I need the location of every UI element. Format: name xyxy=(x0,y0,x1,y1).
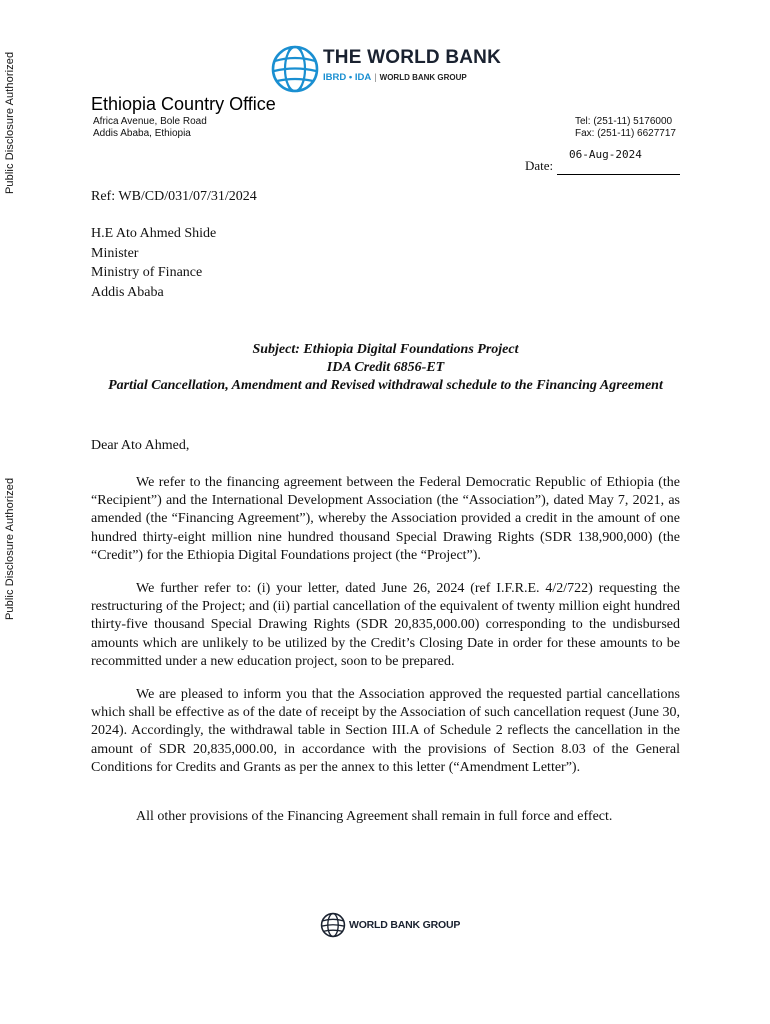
logo-group: WORLD BANK GROUP xyxy=(379,73,467,82)
subject-line-2: IDA Credit 6856-ET xyxy=(326,360,445,375)
globe-icon xyxy=(270,44,320,94)
phone-number: Tel: (251-11) 5176000 xyxy=(575,116,673,127)
disclosure-stamp-bottom: Public Disclosure Authorized xyxy=(4,477,16,620)
addressee-block xyxy=(91,224,216,302)
logo-separator: | xyxy=(374,72,377,83)
footer-group-name: WORLD BANK GROUP xyxy=(349,919,461,931)
subject-block xyxy=(91,341,680,395)
address-line-2: Addis Ababa, Ethiopia xyxy=(93,128,191,139)
addressee-city: Addis Ababa xyxy=(91,284,164,300)
logo-ibrd-ida: IBRD • IDA xyxy=(323,72,372,83)
world-bank-logo xyxy=(270,44,510,96)
fax-number: Fax: (251-11) 6627717 xyxy=(575,128,676,139)
logo-subline xyxy=(323,72,467,83)
disclosure-stamp-top: Public Disclosure Authorized xyxy=(4,51,16,194)
footer-logo xyxy=(320,910,460,942)
addressee-title: Minister xyxy=(91,245,139,261)
office-address xyxy=(93,116,207,140)
paragraph-1: We refer to the financing agreement between the Federal Democratic Republic of Ethiopia (the “Recipient”) and the International Development Association (the “Association”), dated May 7, 2021, as amended (the “Financing Agreement”), whereby the Association provided a credit in the amount of one hundred thirty-eight million nine hundred thousand Special Drawing Rights (SDR 138,900,000) (the “Credit”) for the Ethiopia Digital Foundations project (the “Project”). xyxy=(91,475,680,563)
date-label: Date: xyxy=(525,158,554,173)
subject-line-1: Subject: Ethiopia Digital Foundations Project xyxy=(252,342,519,357)
logo-name: THE WORLD BANK xyxy=(323,47,502,68)
reference-number: Ref: WB/CD/031/07/31/2024 xyxy=(91,189,257,204)
globe-icon xyxy=(320,912,346,938)
paragraph-4: All other provisions of the Financing Agreement shall remain in full force and effect. xyxy=(136,809,613,824)
address-line-1: Africa Avenue, Bole Road xyxy=(93,116,207,127)
salutation: Dear Ato Ahmed, xyxy=(91,438,190,453)
subject-line-3: Partial Cancellation, Amendment and Revised withdrawal schedule to the Financing Agreement xyxy=(108,378,663,393)
paragraph-3: We are pleased to inform you that the Association approved the requested partial cancellations which shall be effective as of the date of receipt by the Association of such cancellation request (June 30, 2024). Accordingly, the withdrawal table in Section III.A of Schedule 2 reflects the cancellation in the amount of SDR 20,835,000.00, in accordance with the provisions of Section 8.03 of the General Conditions for Credits and Grants as per the annex to this letter (“Amendment Letter”). xyxy=(91,687,680,775)
office-name: Ethiopia Country Office xyxy=(91,94,276,114)
date-value: 06-Aug-2024 xyxy=(569,148,642,161)
paragraph-2: We further refer to: (i) your letter, dated June 26, 2024 (ref I.F.R.E. 4/2/722) requesting the restructuring of the Project; and (ii) partial cancellation of the equivalent of twenty million eight hundred thirty-five thousand Special Drawing Rights (SDR 20,835,000.00) corresponding to the undisbursed amounts which are unlikely to be utilized by the Credit’s Closing Date in order for these amounts to be recommitted under a new education project, soon to be prepared. xyxy=(91,581,680,669)
addressee-ministry: Ministry of Finance xyxy=(91,265,203,281)
date-underline xyxy=(557,174,680,175)
office-contact xyxy=(575,116,676,140)
addressee-name: H.E Ato Ahmed Shide xyxy=(91,226,217,241)
